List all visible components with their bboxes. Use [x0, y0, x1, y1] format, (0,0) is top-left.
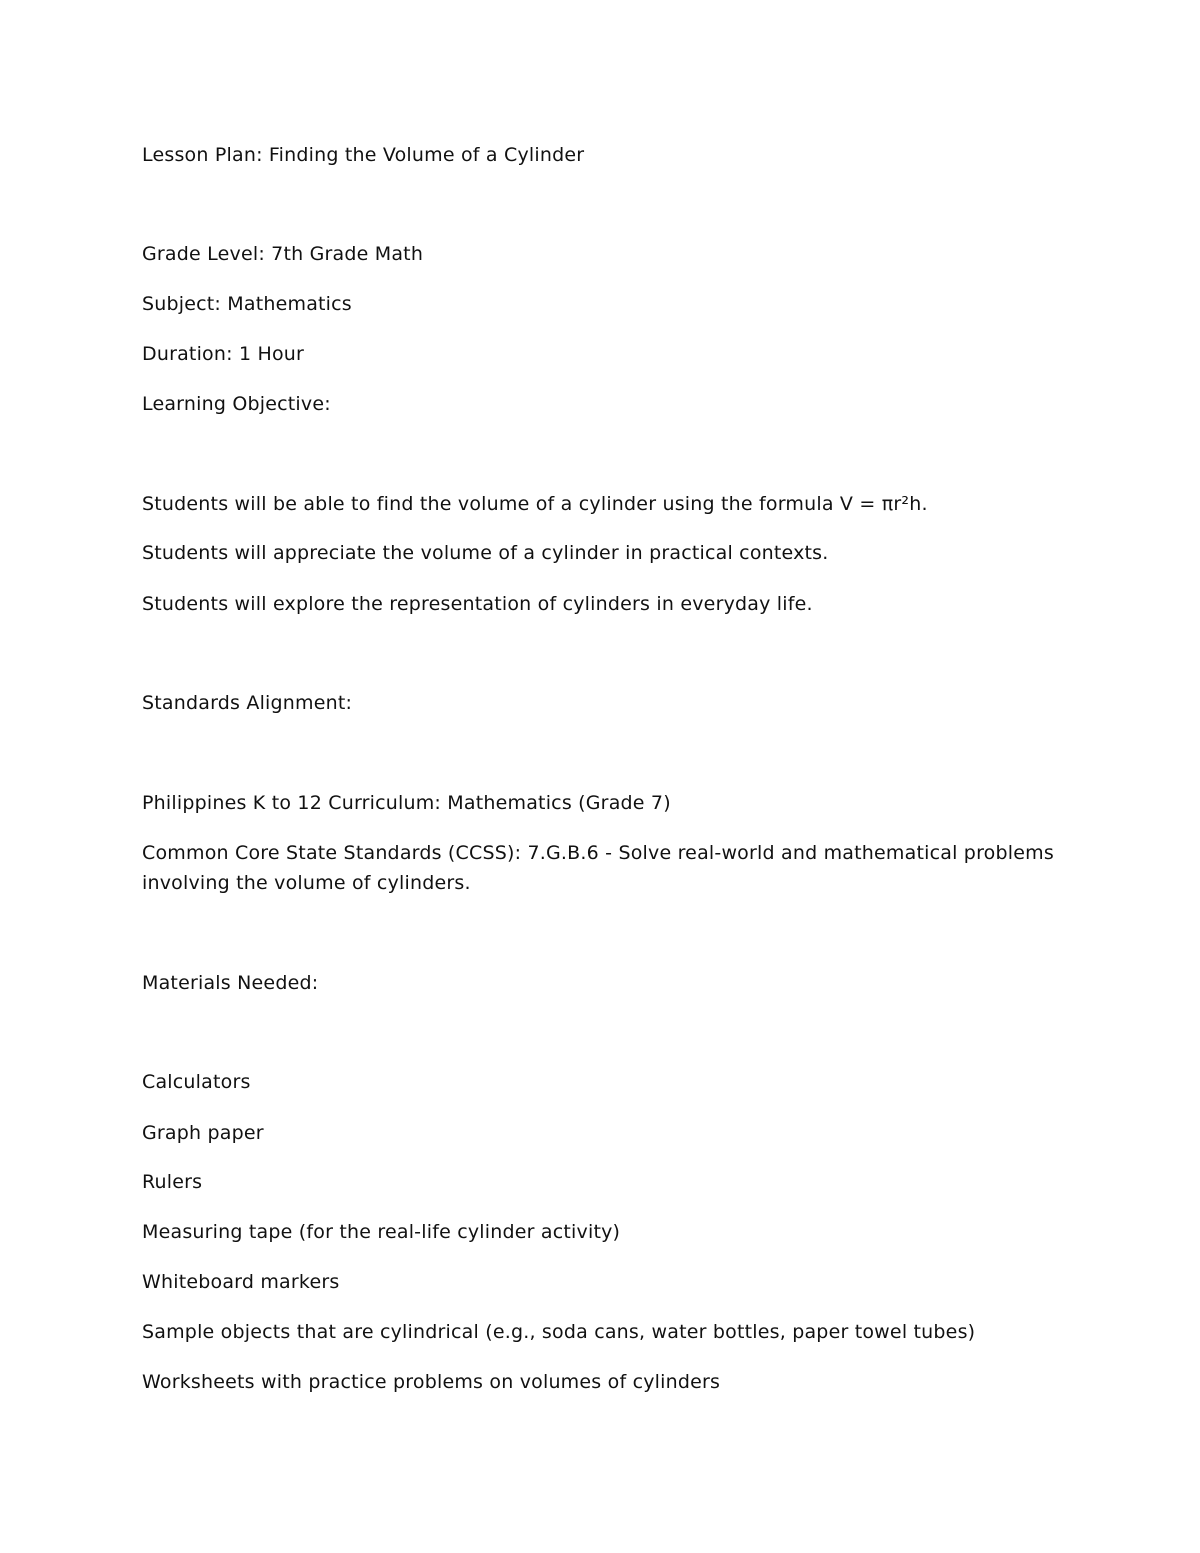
material-item: Calculators — [142, 1071, 251, 1093]
standard-item: Common Core State Standards (CCSS): 7.G.B.6 - Solve real-world and mathematical problems involving the volume of cylinders. — [142, 842, 1054, 894]
standard-item: Philippines K to 12 Curriculum: Mathematics (Grade 7) — [142, 792, 671, 814]
subject: Subject: Mathematics — [142, 293, 352, 315]
duration: Duration: 1 Hour — [142, 343, 305, 365]
material-item: Graph paper — [142, 1122, 264, 1144]
objective-item: Students will explore the representation of cylinders in everyday life. — [142, 593, 813, 615]
standards-heading: Standards Alignment: — [142, 692, 353, 714]
learning-objective-heading: Learning Objective: — [142, 393, 331, 415]
material-item: Whiteboard markers — [142, 1271, 340, 1293]
material-item: Rulers — [142, 1171, 203, 1193]
document-title: Lesson Plan: Finding the Volume of a Cylinder — [142, 144, 585, 166]
objective-item: Students will appreciate the volume of a cylinder in practical contexts. — [142, 542, 829, 564]
material-item: Sample objects that are cylindrical (e.g., soda cans, water bottles, paper towel tubes) — [142, 1321, 976, 1343]
grade-level: Grade Level: 7th Grade Math — [142, 243, 424, 265]
materials-heading: Materials Needed: — [142, 972, 319, 994]
objective-item: Students will be able to find the volume of a cylinder using the formula V = πr²h. — [142, 493, 928, 515]
material-item: Measuring tape (for the real-life cylinder activity) — [142, 1221, 621, 1243]
material-item: Worksheets with practice problems on volumes of cylinders — [142, 1371, 721, 1393]
